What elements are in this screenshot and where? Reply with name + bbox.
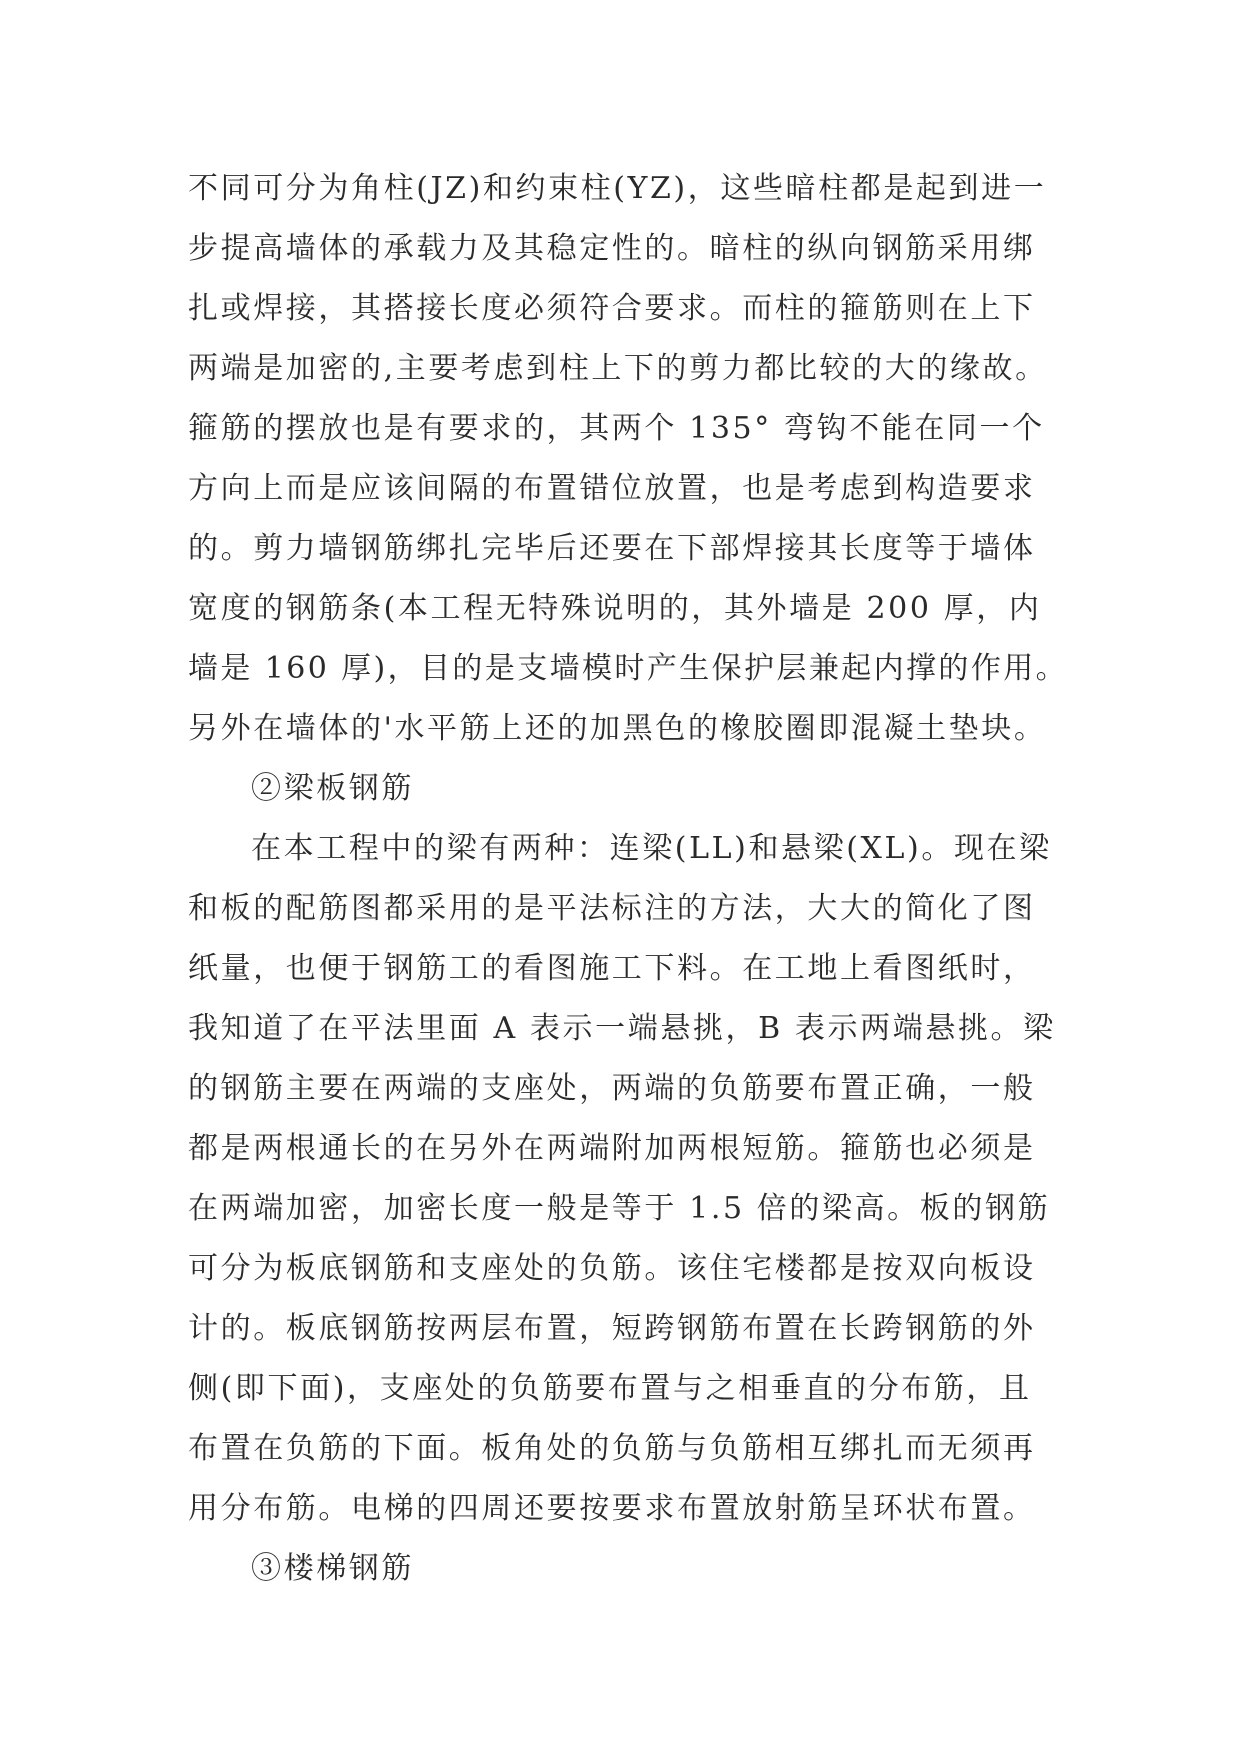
paragraph-first-line: 在本工程中的梁有两种：连梁(LL)和悬梁(XL)。现在梁 (251, 831, 1052, 866)
text-line: 在两端加密，加密长度一般是等于 1.5 倍的梁高。板的钢筋 (188, 1191, 1051, 1226)
text-line: 方向上而是应该间隔的布置错位放置，也是考虑到构造要求 (188, 471, 1036, 506)
text-line: 不同可分为角柱(JZ)和约束柱(YZ)，这些暗柱都是起到进一 (188, 171, 1047, 206)
text-line: 扎或焊接，其搭接长度必须符合要求。而柱的箍筋则在上下 (188, 291, 1036, 326)
text-line: 纸量，也便于钢筋工的看图施工下料。在工地上看图纸时， (188, 951, 1036, 986)
text-line: 可分为板底钢筋和支座处的负筋。该住宅楼都是按双向板设 (188, 1251, 1036, 1286)
text-line: 计的。板底钢筋按两层布置，短跨钢筋布置在长跨钢筋的外 (188, 1311, 1036, 1346)
text-line: 墙是 160 厚)，目的是支墙模时产生保护层兼起内撑的作用。 (188, 651, 1069, 686)
text-line: 侧(即下面)，支座处的负筋要布置与之相垂直的分布筋，且 (188, 1371, 1032, 1406)
text-line: 的钢筋主要在两端的支座处，两端的负筋要布置正确，一般 (188, 1071, 1036, 1106)
text-line: 布置在负筋的下面。板角处的负筋与负筋相互绑扎而无须再 (188, 1431, 1036, 1466)
text-line: 和板的配筋图都采用的是平法标注的方法，大大的简化了图 (188, 891, 1036, 926)
text-line: 两端是加密的,主要考虑到柱上下的剪力都比较的大的缘故。 (188, 351, 1048, 386)
text-line: 箍筋的摆放也是有要求的，其两个 135° 弯钩不能在同一个 (188, 411, 1045, 446)
text-line: 都是两根通长的在另外在两端附加两根短筋。箍筋也必须是 (188, 1131, 1036, 1166)
text-line: 步提高墙体的承载力及其稳定性的。暗柱的纵向钢筋采用绑 (188, 231, 1036, 266)
section-heading-stair: ③楼梯钢筋 (251, 1551, 414, 1586)
text-line: 宽度的钢筋条(本工程无特殊说明的，其外墙是 200 厚，内 (188, 591, 1042, 626)
text-line: 的。剪力墙钢筋绑扎完毕后还要在下部焊接其长度等于墙体 (188, 531, 1036, 566)
text-line: 另外在墙体的'水平筋上还的加黑色的橡胶圈即混凝土垫块。 (188, 711, 1047, 746)
text-line: 我知道了在平法里面 A 表示一端悬挑，B 表示两端悬挑。梁 (188, 1011, 1056, 1046)
text-line: 用分布筋。电梯的四周还要按要求布置放射筋呈环状布置。 (188, 1491, 1036, 1526)
section-heading-beam-slab: ②梁板钢筋 (251, 771, 414, 806)
